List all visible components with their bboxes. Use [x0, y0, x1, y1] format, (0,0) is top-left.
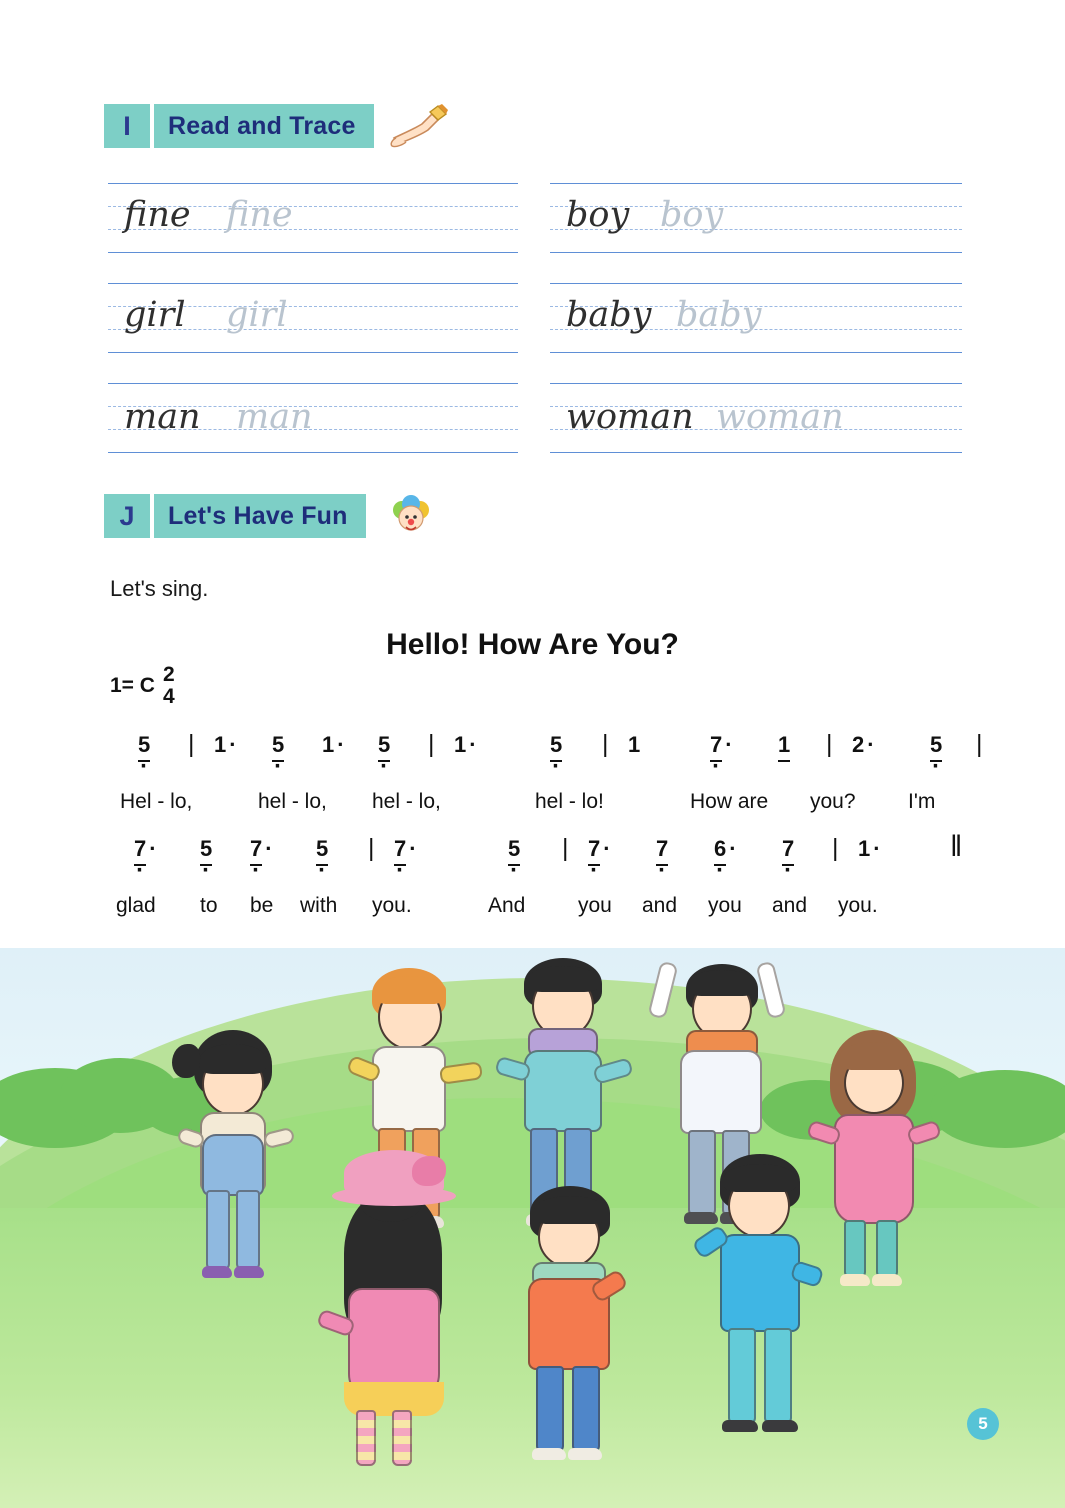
note: 1 — [778, 732, 790, 762]
hand-writing-pencil-icon — [388, 104, 450, 148]
hat-brim — [332, 1186, 456, 1206]
key-label: 1= C — [110, 674, 155, 698]
song-title: Hello! How Are You? — [386, 628, 679, 661]
lyric: and — [772, 894, 808, 917]
music-line-2 — [110, 830, 970, 926]
barline: | — [188, 730, 195, 758]
trace-line-2-right[interactable] — [550, 283, 962, 353]
trace-ghost-word: man — [236, 397, 313, 437]
note: 1 · — [454, 732, 477, 757]
section-letter-i: I — [104, 104, 150, 148]
lyric: and — [642, 894, 678, 917]
barline: | — [826, 730, 833, 758]
lyric: hel - lo, — [372, 790, 441, 813]
clown-face-icon — [380, 494, 442, 538]
child-figure — [510, 1186, 640, 1486]
note: 7 · · — [250, 836, 273, 866]
trace-model-word: man — [124, 397, 201, 437]
key-signature — [110, 664, 175, 708]
trace-model-word: girl — [124, 295, 186, 335]
note: 1 · — [322, 732, 345, 757]
lyric: you. — [838, 894, 878, 917]
lyric: to — [200, 894, 218, 917]
child-figure — [812, 1030, 942, 1300]
note: 5 · — [930, 732, 942, 762]
note: 5 · — [550, 732, 562, 762]
notation-row-2 — [110, 830, 970, 876]
trace-model-word: boy — [566, 195, 630, 235]
child-figure — [326, 1138, 466, 1438]
time-signature-top: 2 — [162, 663, 175, 686]
lyric: be — [250, 894, 274, 917]
note: 7 · · — [394, 836, 417, 866]
note: 5 · — [378, 732, 390, 762]
lyric: you — [708, 894, 742, 917]
trace-line-3-left[interactable] — [108, 383, 518, 453]
trace-line-1-right[interactable] — [550, 183, 962, 253]
lyric: Hel - lo, — [120, 790, 193, 813]
note: 7 · · — [710, 732, 733, 762]
note: 5 · — [316, 836, 328, 866]
note: 7 · · — [588, 836, 611, 866]
barline: | — [562, 834, 569, 862]
note: 7 · — [656, 836, 668, 866]
time-signature — [163, 664, 175, 708]
trace-line-1-left[interactable] — [108, 183, 518, 253]
instruction-lets-sing: Let's sing. — [110, 576, 209, 601]
illustration-children-on-grass — [0, 948, 1065, 1508]
trace-model-word: baby — [566, 295, 652, 335]
notation-row-1 — [110, 730, 983, 772]
child-figure — [700, 1154, 830, 1474]
lyric: hel - lo, — [258, 790, 327, 813]
lyric: hel - lo! — [535, 790, 604, 813]
music-line-1 — [110, 730, 983, 822]
note: 2 · — [852, 732, 875, 757]
section-title-read-and-trace: Read and Trace — [154, 104, 374, 148]
note: 5 · — [138, 732, 150, 762]
trace-line-2-left[interactable] — [108, 283, 518, 353]
trace-ghost-word: baby — [676, 295, 762, 335]
lyrics-row-1 — [110, 790, 970, 822]
section-header-read-and-trace — [104, 104, 450, 148]
trace-model-word: woman — [566, 397, 694, 437]
note: 5 · — [200, 836, 212, 866]
trace-ghost-word: woman — [716, 397, 844, 437]
section-header-lets-have-fun — [104, 494, 442, 538]
note: 1 · — [858, 836, 881, 861]
lyric: And — [488, 894, 526, 917]
lyrics-row-2 — [110, 894, 970, 926]
trace-ghost-word: girl — [226, 295, 288, 335]
barline: | — [428, 730, 435, 758]
lyric: you? — [810, 790, 856, 813]
barline: | — [832, 834, 839, 862]
lyric: glad — [116, 894, 156, 917]
child-figure — [172, 1030, 302, 1300]
time-signature-bottom: 4 — [162, 685, 175, 709]
section-letter-j: J — [104, 494, 150, 538]
barline: | — [976, 730, 983, 758]
note: 1 · — [214, 732, 237, 757]
lyric: you — [578, 894, 612, 917]
section-title-lets-have-fun: Let's Have Fun — [154, 494, 366, 538]
hat-bow — [412, 1156, 446, 1186]
lyric: you. — [372, 894, 412, 917]
trace-line-3-right[interactable] — [550, 383, 962, 453]
page-number-badge: 5 — [967, 1408, 999, 1440]
trace-ghost-word: fine — [226, 195, 293, 235]
note: 6 · · — [714, 836, 737, 866]
lyric: with — [300, 894, 338, 917]
note: 5 · — [272, 732, 284, 762]
barline: | — [368, 834, 375, 862]
note: 5 · — [508, 836, 520, 866]
barline: | — [602, 730, 609, 758]
lyric: How are — [690, 790, 769, 813]
note: 7 · · — [134, 836, 157, 866]
final-barline: ‖ — [950, 830, 960, 863]
note: 7 · — [782, 836, 794, 866]
trace-ghost-word: boy — [660, 195, 724, 235]
trace-model-word: fine — [124, 195, 191, 235]
lyric: I'm — [908, 790, 936, 813]
note: 1 — [628, 732, 641, 757]
